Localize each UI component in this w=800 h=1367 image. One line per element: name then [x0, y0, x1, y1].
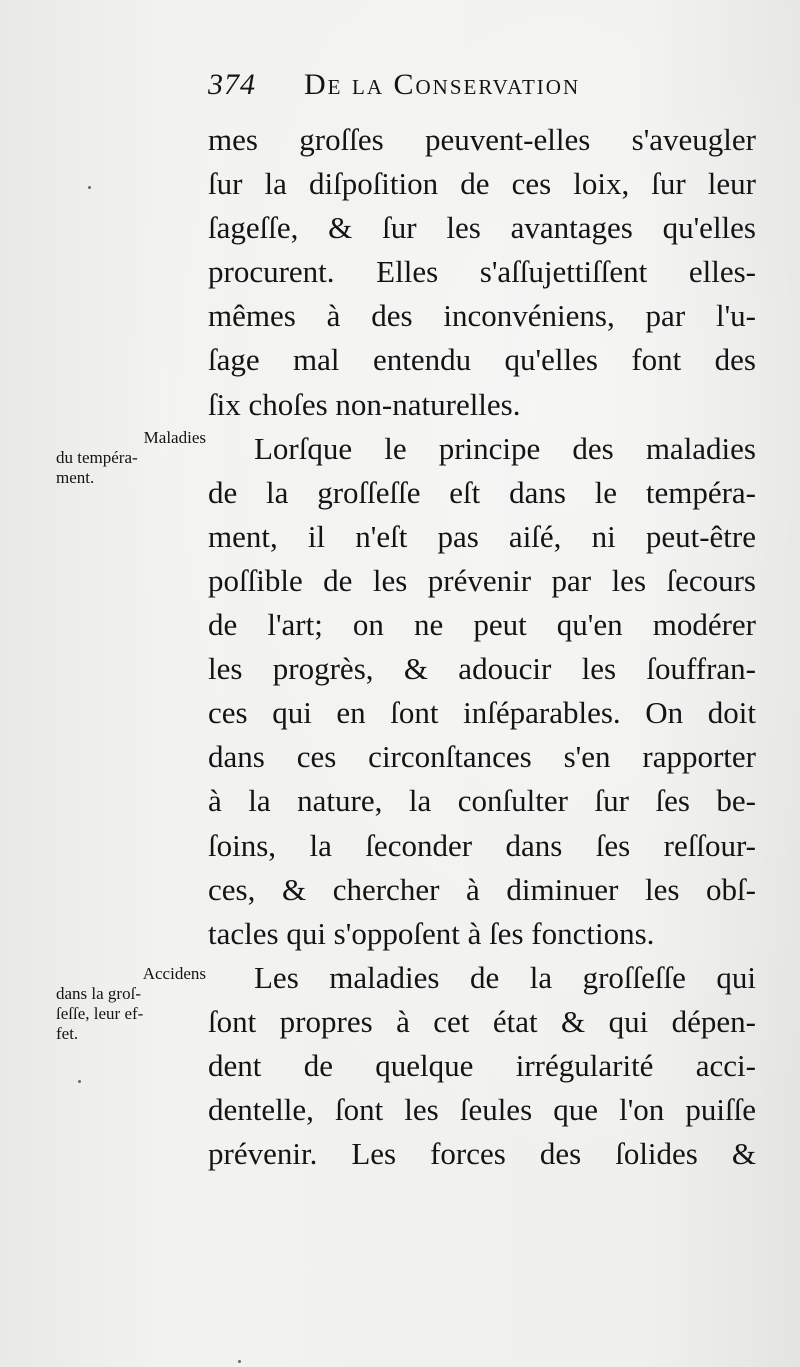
paper-speck [78, 1080, 81, 1083]
text-line: ſage mal entendu qu'elles font des [208, 342, 756, 378]
text-line: mêmes à des inconvéniens, par l'u- [208, 298, 756, 334]
paragraph-start-line: Les maladies de la groſſeſſe qui [254, 959, 756, 995]
text-line: dans ces circonſtances s'en rapporter [208, 739, 756, 775]
text-line: ſont propres à cet état & qui dépen- [208, 1003, 756, 1039]
margin-note-line: ment. [56, 468, 95, 487]
text-line: les progrès, & adoucir les ſouffran- [208, 651, 756, 687]
page-number: 374 [208, 68, 256, 101]
paper-speck [88, 186, 91, 189]
text-line: à la nature, la conſulter ſur ſes be- [208, 783, 756, 819]
paper-speck [238, 1360, 241, 1363]
text-line: procurent. Elles s'aſſujettiſſent elles- [208, 254, 756, 290]
margin-note-line: du tempéra- [56, 448, 138, 467]
body-text [208, 118, 756, 1176]
text-line: ment, il n'eſt pas aiſé, ni peut-être [208, 518, 756, 554]
margin-note-line: Accidens [142, 964, 206, 983]
running-title: De la Conservation [304, 68, 581, 101]
text-line: ſix choſes non-naturelles. [208, 386, 521, 422]
text-line: dentelle, ſont les ſeules que l'on puiſſe [208, 1092, 756, 1128]
margin-note-maladies [56, 428, 206, 488]
text-line: ſageſſe, & ſur les avantages qu'elles [208, 210, 756, 246]
margin-note-accidens [56, 964, 206, 1044]
text-line: de l'art; on ne peut qu'en modérer [208, 607, 756, 643]
text-line: dent de quelque irrégularité acci- [208, 1047, 756, 1083]
text-line: prévenir. Les forces des ſolides & [208, 1136, 756, 1172]
text-line: de la groſſeſſe eſt dans le tempéra- [208, 474, 756, 510]
margin-note-line: dans la groſ- [56, 984, 141, 1003]
paragraph-start-line: Lorſque le principe des maladies [254, 430, 756, 466]
margin-note-line: fet. [56, 1024, 79, 1043]
text-line: ſoins, la ſeconder dans ſes reſſour- [208, 827, 756, 863]
text-line: ſur la diſpoſition de ces loix, ſur leur [208, 166, 756, 202]
margin-note-line: ſeſſe, leur ef- [56, 1004, 144, 1023]
text-line: ces, & chercher à diminuer les obſ- [208, 871, 756, 907]
text-line: mes groſſes peuvent-elles s'aveugler [208, 122, 756, 157]
margin-note-line: Maladies [143, 428, 206, 447]
text-line: poſſible de les prévenir par les ſecours [208, 562, 756, 598]
text-line: ces qui en ſont inſéparables. On doit [208, 695, 756, 731]
text-line: tacles qui s'oppoſent à ſes fonctions. [208, 915, 655, 951]
page-header [208, 68, 748, 112]
